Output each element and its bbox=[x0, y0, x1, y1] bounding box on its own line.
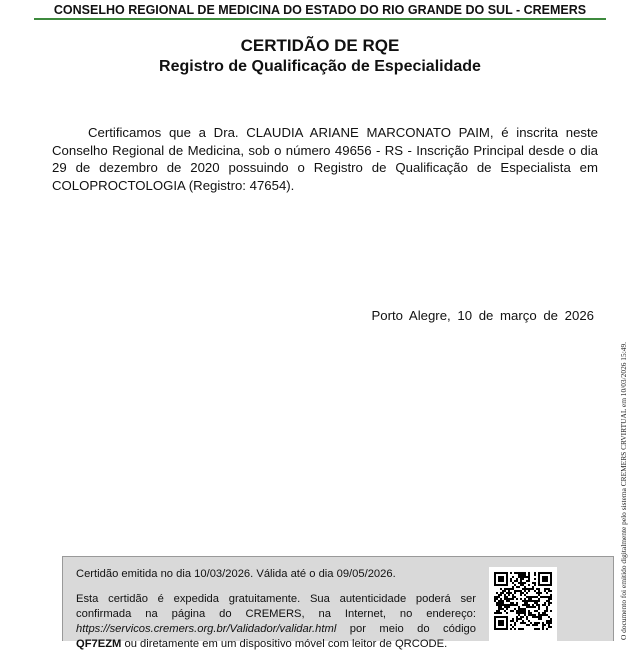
certificate-body: Certificamos que a Dra. CLAUDIA ARIANE MARCONATO PAIM, é inscrita neste Conselho Regional de Medicina, sob o número 49656 - RS - Inscrição Principal desde o dia 29 de dezembro de 2020 possuindo o Registro de Qualificação de Especialista em COLOPROCTOLOGIA (Registro: 47654). bbox=[52, 125, 598, 193]
place-and-date: Porto Alegre, 10 de março de 2026 bbox=[371, 308, 594, 323]
digital-emission-note: O documento foi emitido digitalmente pelo sistema CREMERS CRVIRTUAL em 10/03/2026 15:49. bbox=[619, 342, 628, 640]
organization-header: CONSELHO REGIONAL DE MEDICINA DO ESTADO DO RIO GRANDE DO SUL - CREMERS bbox=[53, 3, 587, 17]
certificate-title: CERTIDÃO DE RQE bbox=[240, 36, 400, 55]
header-divider bbox=[34, 18, 606, 20]
validation-intro: Esta certidão é expedida gratuitamente. Sua autenticidade poderá ser confirmada na página do CREMERS, na Internet, no endereço: bbox=[76, 593, 476, 620]
validation-code: QF7EZM bbox=[76, 638, 122, 650]
validation-box bbox=[62, 556, 614, 650]
validation-url-link[interactable]: https://servicos.cremers.org.br/Validador/validar.html bbox=[76, 623, 337, 635]
validation-end: ou diretamente em um dispositivo móvel com leitor de QRCODE. bbox=[124, 638, 448, 650]
certificate-subtitle: Registro de Qualificação de Especialidade bbox=[159, 58, 481, 75]
validation-text bbox=[76, 567, 476, 652]
qr-code-icon[interactable] bbox=[489, 567, 557, 643]
issue-validity: Certidão emitida no dia 10/03/2026. Válida até o dia 09/05/2026. bbox=[76, 568, 396, 580]
validation-mid: por meio do código bbox=[349, 623, 477, 635]
validation-instructions bbox=[76, 592, 476, 652]
